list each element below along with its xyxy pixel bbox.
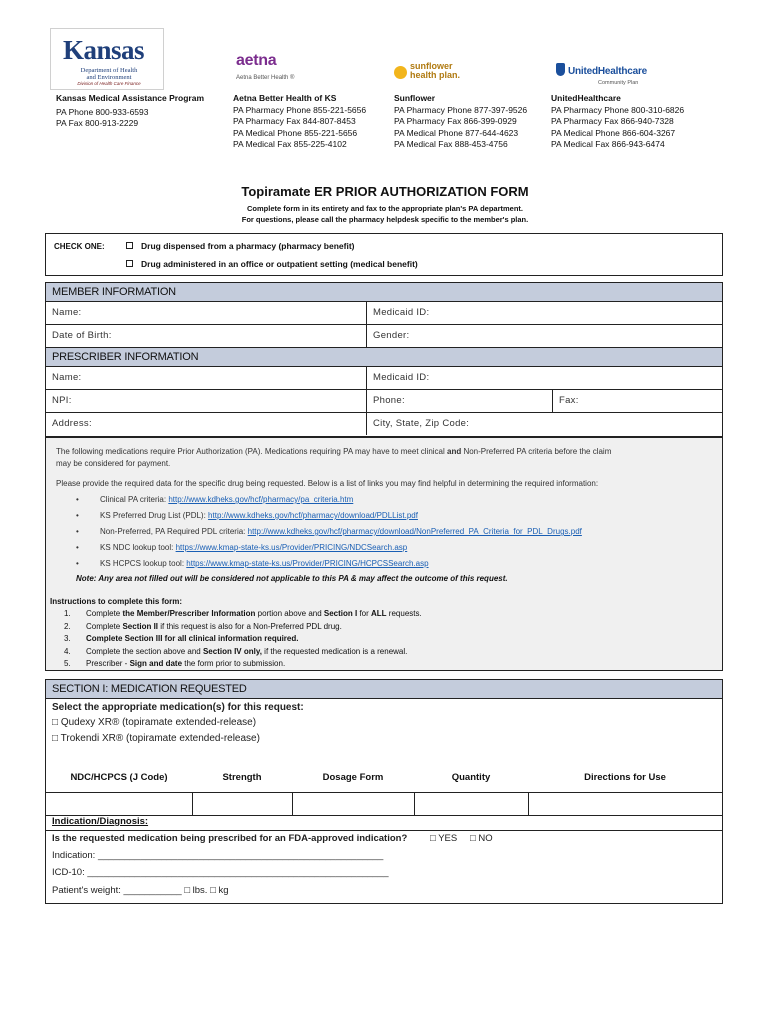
bullet-icon: • — [76, 495, 79, 504]
form-subtitle: Complete form in its entirety and fax to the appropriate plan's PA department. — [247, 204, 523, 213]
instruction-text: ALL — [371, 609, 387, 618]
pa-intro-part: Non-Preferred PA criteria before the claim — [461, 447, 612, 456]
instruction-number: 5. — [64, 659, 71, 668]
link-label: KS HCPCS lookup tool: — [100, 559, 187, 568]
checkbox-icon[interactable] — [126, 242, 133, 249]
plan-line: PA Medical Phone 877-644-4623 — [394, 127, 519, 138]
bullet-icon: • — [76, 511, 79, 520]
instruction-text: Section IV only, — [202, 646, 262, 656]
bullet-icon: • — [76, 543, 79, 552]
member-medicaid-id-field[interactable]: Medicaid ID: — [366, 302, 722, 324]
sunflower-logo — [410, 62, 460, 80]
prescriber-fax-field[interactable]: Fax: — [552, 390, 722, 412]
instruction-text: Prescriber - — [86, 659, 130, 668]
clinical-pa-criteria-link[interactable]: http://www.kdheks.gov/hcf/pharmacy/pa_criteria.htm — [168, 495, 354, 504]
col-directions: Directions for Use — [584, 772, 666, 783]
ndc-cell[interactable] — [46, 793, 192, 815]
instruction-text: if this request is also for a Non-Preferred PDL drug. — [158, 621, 342, 631]
member-prescriber-table — [45, 282, 723, 437]
instruction-number: 2. — [64, 621, 71, 631]
plan-name: Aetna Better Health of KS — [233, 93, 337, 103]
pa-intro-text — [56, 446, 611, 469]
option-label: Drug administered in an office or outpatient setting (medical benefit) — [141, 259, 418, 269]
instruction-item — [64, 634, 298, 643]
instructions-panel — [45, 437, 723, 671]
plan-line: PA Phone 800-933-6593 — [56, 106, 149, 117]
instruction-text: if the requested medication is a renewal. — [261, 646, 408, 656]
pharmacy-benefit-option[interactable] — [126, 241, 355, 251]
prescriber-row-1 — [46, 367, 722, 390]
med-table-header — [46, 772, 722, 792]
plan-aetna — [233, 93, 366, 151]
plan-line: PA Medical Phone 866-604-3267 — [551, 127, 676, 138]
instruction-text: Complete — [86, 609, 123, 618]
select-medication-label: Select the appropriate medication(s) for this request: — [52, 702, 304, 713]
bullet-icon: • — [76, 559, 79, 568]
ndc-lookup-link[interactable]: https://www.kmap-state-ks.us/Provider/PRICING/NDCSearch.asp — [175, 543, 408, 552]
pa-intro-part: The following medications require Prior Authorization (PA). Medications requiring PA may have to meet clinical — [56, 447, 447, 456]
prescriber-row-2 — [46, 390, 722, 413]
instruction-item — [64, 659, 285, 668]
prescriber-row-3 — [46, 413, 722, 436]
instruction-text: Complete Section III for all clinical information required. — [86, 634, 299, 643]
plan-line: PA Medical Fax 888-453-4756 — [394, 139, 508, 149]
col-strength: Strength — [222, 772, 262, 783]
plan-line: PA Medical Fax 855-225-4102 — [233, 139, 347, 149]
check-one-box — [45, 233, 723, 276]
pa-intro-part: may be considered for payment. — [56, 458, 171, 468]
member-gender-field[interactable]: Gender: — [366, 325, 722, 347]
plan-line: PA Medical Fax 866-943-6474 — [551, 139, 665, 149]
directions-cell[interactable] — [528, 793, 722, 815]
kdhe-logo — [50, 28, 164, 90]
kansas-logo-line1: Department of Health — [80, 67, 138, 74]
instruction-text: Section II — [122, 621, 159, 631]
plan-name: Sunflower — [394, 93, 436, 103]
prescriber-address-field[interactable]: Address: — [52, 418, 92, 429]
member-dob-field[interactable]: Date of Birth: — [52, 330, 112, 341]
uhc-logo: UnitedHealthcare — [568, 66, 648, 77]
member-info-header: MEMBER INFORMATION — [46, 283, 722, 302]
prescriber-medicaid-id-field[interactable]: Medicaid ID: — [366, 367, 722, 389]
patient-weight-field[interactable]: Patient's weight: ___________ □ lbs. □ kg — [52, 885, 229, 896]
uhc-shield-icon — [556, 63, 565, 76]
plan-line: PA Pharmacy Fax 866-399-0929 — [394, 116, 517, 126]
instruction-item — [64, 609, 422, 618]
fda-question: Is the requested medication being prescribed for an FDA-approved indication? — [52, 833, 408, 844]
plan-uhc — [551, 93, 684, 151]
section-1-header: SECTION I: MEDICATION REQUESTED — [46, 680, 722, 699]
uhc-logo-sub: Community Plan — [598, 80, 639, 86]
kansas-logo-word: Kansas — [63, 35, 145, 65]
plan-line: PA Pharmacy Phone 877-397-9526 — [394, 104, 528, 115]
kansas-logo-dept — [69, 67, 149, 81]
instruction-number: 4. — [64, 646, 71, 656]
aetna-tagline: Aetna Better Health ® — [236, 75, 295, 81]
plan-line: PA Fax 800-913-2229 — [56, 118, 139, 128]
med-option-qudexy[interactable]: □ Qudexy XR® (topiramate extended-release) — [52, 717, 257, 728]
hcpcs-lookup-link[interactable]: https://www.kmap-state-ks.us/Provider/PRICING/HCPCSSearch.asp — [186, 559, 429, 568]
plan-name: UnitedHealthcare — [551, 93, 621, 103]
instruction-text: the form prior to submission. — [182, 659, 286, 668]
member-row-1 — [46, 302, 722, 325]
instruction-text: Complete — [86, 621, 123, 631]
member-name-field[interactable]: Name: — [52, 307, 82, 318]
sunflower-logo-line1: sunflower — [410, 61, 453, 71]
med-table-row — [46, 792, 722, 816]
link-label: KS Preferred Drug List (PDL): — [100, 511, 209, 520]
instruction-text: Sign and date — [129, 659, 183, 668]
medical-benefit-option[interactable] — [126, 259, 418, 269]
instruction-text: Complete the section above and — [86, 646, 203, 656]
kansas-logo-line2: and Environment — [86, 74, 132, 81]
plan-sunflower — [394, 93, 527, 151]
prescriber-phone-field[interactable]: Phone: — [366, 390, 552, 412]
aetna-logo: aetna — [236, 52, 277, 69]
plan-line: PA Pharmacy Fax 844-807-8453 — [233, 116, 356, 126]
form-title: Topiramate ER PRIOR AUTHORIZATION FORM — [241, 184, 529, 199]
plan-line: PA Pharmacy Phone 800-310-6826 — [551, 104, 685, 115]
quantity-cell[interactable] — [414, 793, 528, 815]
kansas-logo-division: Division of Health Care Finance — [77, 81, 141, 86]
fda-yes-checkbox[interactable]: □ YES — [430, 833, 458, 844]
instruction-text: portion above and — [255, 609, 324, 618]
divider — [46, 830, 722, 831]
icd10-field[interactable]: ICD-10: _________________________________________________________ — [52, 867, 389, 878]
bullet-icon: • — [76, 527, 79, 536]
instruction-text: for — [357, 609, 372, 618]
instruction-text: requests. — [386, 609, 422, 618]
instructions-heading: Instructions to complete this form: — [50, 597, 183, 606]
form-subtitle: For questions, please call the pharmacy helpdesk specific to the member's plan. — [241, 215, 529, 224]
provide-data-text: Please provide the required data for the specific drug being requested. Below is a list of links you may find helpful in determining the required information: — [56, 479, 599, 488]
sunflower-icon — [394, 66, 407, 79]
plan-line: PA Medical Phone 855-221-5656 — [233, 127, 358, 138]
plan-name: Kansas Medical Assistance Program — [56, 93, 205, 103]
pa-intro-and: and — [447, 447, 462, 456]
plan-line: PA Pharmacy Fax 866-940-7328 — [551, 116, 674, 126]
plan-line: PA Pharmacy Phone 855-221-5656 — [233, 104, 367, 115]
sunflower-logo-line2: health plan. — [410, 70, 461, 80]
fda-no-checkbox[interactable]: □ NO — [470, 833, 493, 844]
check-one-label: CHECK ONE: — [54, 242, 105, 251]
link-label: Clinical PA criteria: — [100, 495, 169, 504]
option-label: Drug dispensed from a pharmacy (pharmacy benefit) — [141, 241, 355, 251]
dosage-form-cell[interactable] — [292, 793, 414, 815]
instruction-item — [64, 647, 407, 656]
strength-cell[interactable] — [192, 793, 292, 815]
indication-field[interactable]: Indication: ______________________________________________________ — [52, 850, 384, 861]
instruction-number: 3. — [64, 634, 71, 643]
member-row-2 — [46, 325, 722, 348]
link-label: KS NDC lookup tool: — [100, 543, 176, 552]
indication-heading: Indication/Diagnosis: — [52, 816, 149, 827]
med-option-trokendi[interactable]: □ Trokendi XR® (topiramate extended-release) — [52, 733, 260, 744]
prescriber-info-header: PRESCRIBER INFORMATION — [46, 348, 722, 367]
instruction-item — [64, 622, 342, 631]
instruction-number: 1. — [64, 609, 71, 618]
col-dosage-form: Dosage Form — [322, 772, 384, 783]
col-ndc: NDC/HCPCS (J Code) — [70, 772, 168, 783]
prescriber-name-field[interactable]: Name: — [52, 372, 82, 383]
link-label: Non-Preferred, PA Required PDL criteria: — [100, 527, 248, 536]
plan-kmap — [56, 93, 204, 130]
pdl-link[interactable]: http://www.kdheks.gov/hcf/pharmacy/download/PDLList.pdf — [208, 511, 418, 520]
non-preferred-criteria-link[interactable]: http://www.kdheks.gov/hcf/pharmacy/download/NonPreferred_PA_Criteria_for_PDL_Drugs.pdf — [247, 527, 582, 536]
col-quantity: Quantity — [451, 772, 491, 783]
prescriber-npi-field[interactable]: NPI: — [52, 395, 72, 406]
instruction-text: the Member/Prescriber Information — [122, 609, 256, 618]
note-text: Note: Any area not filled out will be considered not applicable to this PA & may affect the outcome of this request. — [76, 574, 508, 583]
checkbox-icon[interactable] — [126, 260, 133, 267]
prescriber-city-field[interactable]: City, State, Zip Code: — [366, 413, 722, 435]
section-1 — [45, 679, 723, 904]
instruction-text: Section I — [323, 609, 358, 618]
